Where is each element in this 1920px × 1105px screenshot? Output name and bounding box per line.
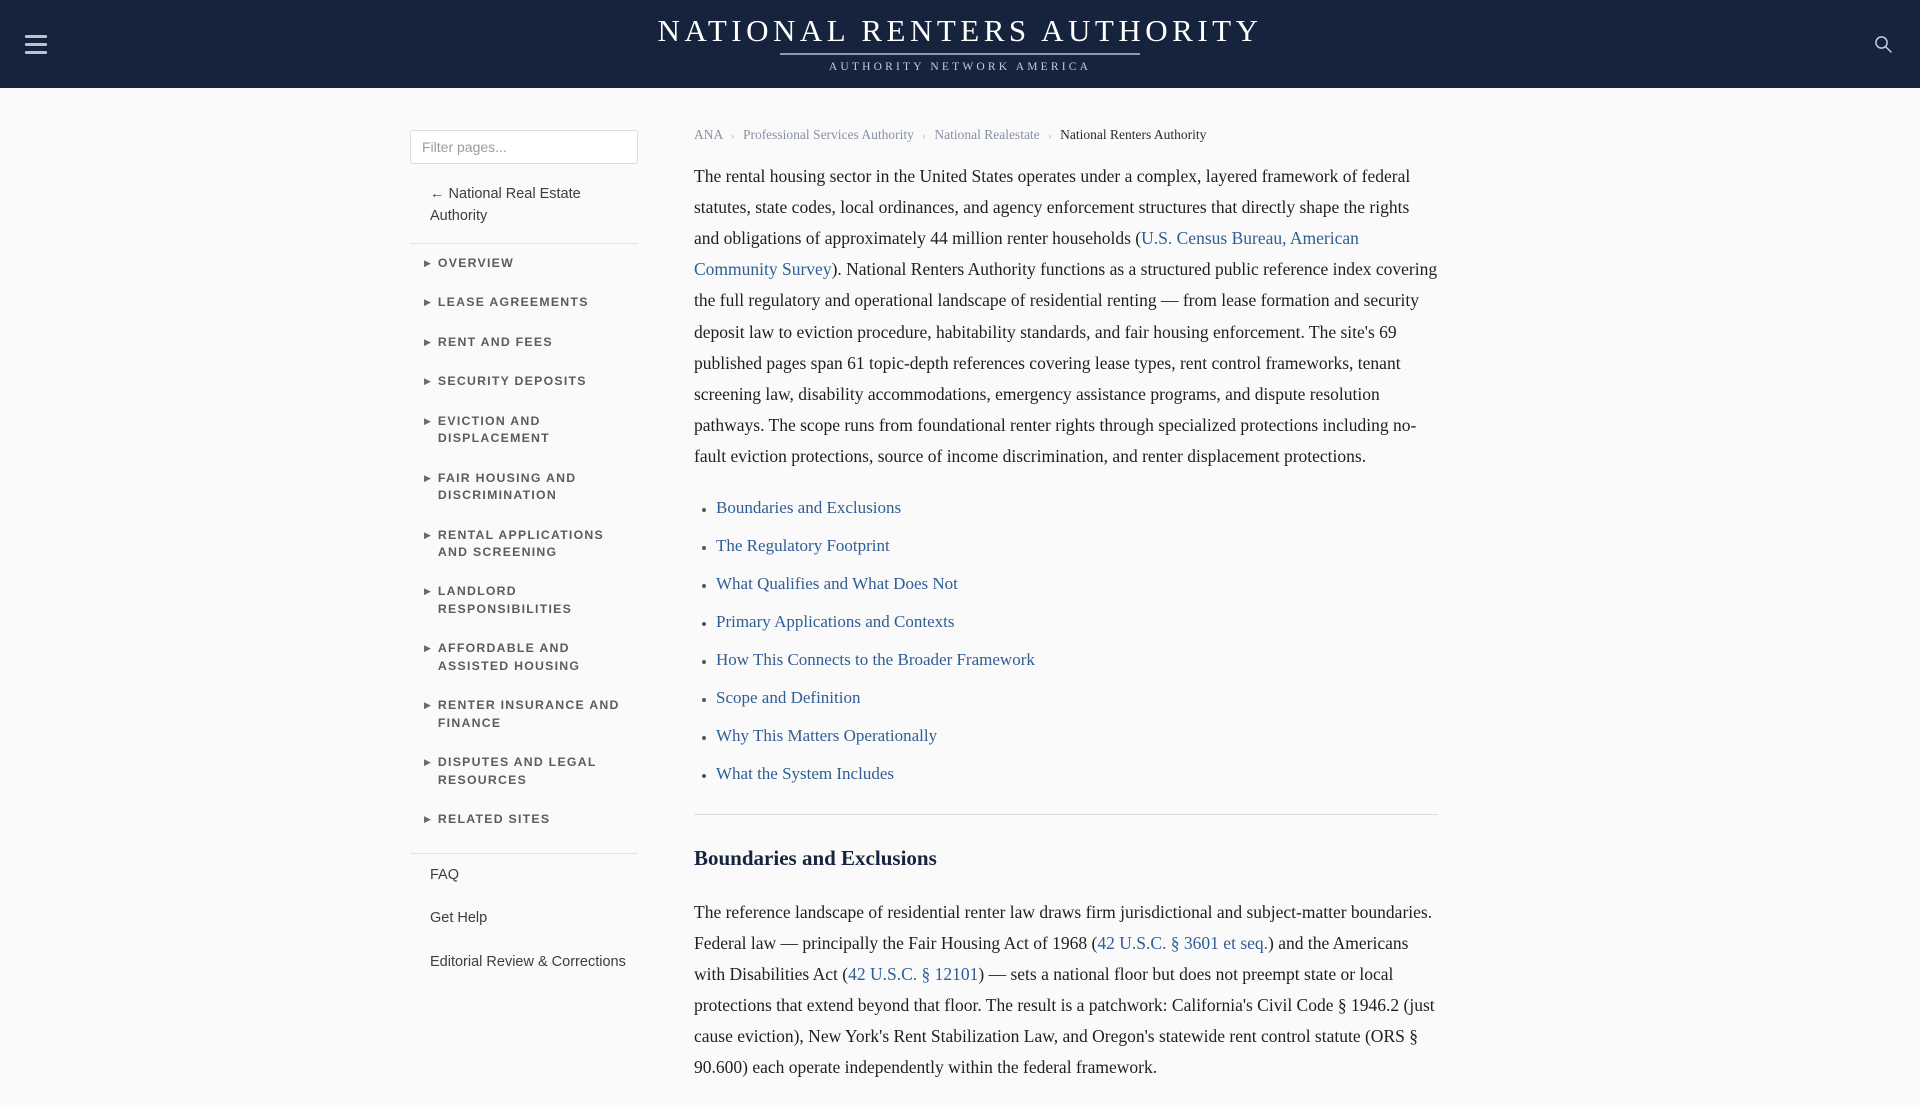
sidebar xyxy=(410,122,638,1105)
sidebar-back-link[interactable]: ← National Real Estate Authority xyxy=(430,186,581,225)
caret-right-icon: ▶ xyxy=(424,643,431,654)
sidebar-item-label: SECURITY DEPOSITS xyxy=(437,374,587,389)
sidebar-item-label: RENT AND FEES xyxy=(437,334,553,349)
sidebar-item-security-deposits[interactable] xyxy=(410,362,638,401)
breadcrumb-item-current: National Renters Authority xyxy=(1060,127,1207,142)
site-title: NATIONAL RENTERS AUTHORITY xyxy=(657,12,1263,48)
toc-link-what-qualifies-and-what-does-not[interactable]: What Qualifies and What Does Not xyxy=(716,574,958,594)
sidebar-item-rent-and-fees[interactable] xyxy=(410,323,638,362)
site-header xyxy=(0,0,1920,88)
toc-link-boundaries-and-exclusions[interactable]: Boundaries and Exclusions xyxy=(716,498,902,518)
caret-right-icon: ▶ xyxy=(424,257,431,268)
breadcrumb-item-professional-services-authority[interactable]: Professional Services Authority xyxy=(742,127,914,142)
intro-text-part-1: The rental housing sector in the United States operates under a complex, layered framework of federal statutes, state codes, local ordinances, and agency enforcement structures that directly shape the rights and obligations of approximately 44 million renter households ( xyxy=(694,165,1411,249)
breadcrumb-item-national-realestate[interactable]: National Realestate xyxy=(934,127,1040,142)
main-content xyxy=(694,122,1438,1105)
caret-right-icon: ▶ xyxy=(424,415,431,426)
caret-right-icon: ▶ xyxy=(424,814,431,825)
list-item xyxy=(716,574,1438,594)
sidebar-item-disputes-and-legal-resources[interactable] xyxy=(410,743,638,800)
toc-link-primary-applications-and-contexts[interactable]: Primary Applications and Contexts xyxy=(716,612,955,632)
sidebar-item-renter-insurance-and-finance[interactable] xyxy=(410,686,638,743)
hamburger-menu-icon[interactable] xyxy=(16,24,56,64)
sidebar-link-editorial-review[interactable]: Editorial Review & Corrections xyxy=(430,954,626,971)
list-item xyxy=(410,941,638,985)
sidebar-item-fair-housing-and-discrimination[interactable] xyxy=(410,459,638,516)
sidebar-item-label: LANDLORD RESPONSIBILITIES xyxy=(437,584,573,616)
caret-right-icon: ▶ xyxy=(424,472,431,483)
toc-link-what-the-system-includes[interactable]: What the System Includes xyxy=(716,764,894,784)
sidebar-item-affordable-and-assisted-housing[interactable] xyxy=(410,629,638,686)
sidebar-item-rental-applications-and-screening[interactable] xyxy=(410,516,638,573)
caret-right-icon: ▶ xyxy=(424,757,431,768)
sidebar-item-label: AFFORDABLE AND ASSISTED HOUSING xyxy=(437,641,581,673)
sidebar-item-overview[interactable] xyxy=(410,244,638,283)
brand-divider xyxy=(780,53,1140,55)
list-item xyxy=(716,612,1438,632)
census-bureau-link[interactable]: U.S. Census Bureau, American Community Survey xyxy=(694,228,1359,280)
list-item xyxy=(716,764,1438,784)
sidebar-item-label: DISPUTES AND LEGAL RESOURCES xyxy=(437,755,597,787)
section-heading-boundaries-and-exclusions: Boundaries and Exclusions xyxy=(694,846,937,871)
usc-12101-link[interactable]: 42 U.S.C. § 12101 xyxy=(848,963,979,984)
filter-pages-input[interactable] xyxy=(410,130,638,164)
section-text-part-2: ) and the Americans with Disabilities Act ( xyxy=(694,932,1409,984)
list-item xyxy=(716,536,1438,556)
sidebar-item-eviction-and-displacement[interactable] xyxy=(410,402,638,459)
section-text-part-1: The reference landscape of residential renter law draws firm jurisdictional and subject-matter boundaries. Federal law — principally the Fair Housing Act of 1968 ( xyxy=(694,901,1433,953)
sidebar-nav-list xyxy=(410,244,638,840)
search-icon[interactable] xyxy=(1866,27,1900,61)
breadcrumb-item-ana[interactable]: ANA xyxy=(694,127,723,142)
toc-link-why-this-matters-operationally[interactable]: Why This Matters Operationally xyxy=(716,726,938,746)
caret-right-icon: ▶ xyxy=(424,376,431,387)
section-paragraph-boundaries xyxy=(694,897,1438,1084)
list-item xyxy=(716,726,1438,746)
toc-link-the-regulatory-footprint[interactable]: The Regulatory Footprint xyxy=(716,536,890,556)
sidebar-link-faq[interactable]: FAQ xyxy=(430,866,460,883)
site-brand xyxy=(657,12,1263,74)
usc-3601-link[interactable]: 42 U.S.C. § 3601 et seq. xyxy=(1097,932,1269,953)
breadcrumb-separator-icon: › xyxy=(922,130,926,142)
section-text-part-3: ) — sets a national floor but does not preempt state or local protections that extend beyond that floor. The result is a patchwork: California's Civil Code § 1946.2 (just cause eviction), New York's Rent Stabilization Law, and Oregon's statewide rent control statute (ORS § 90.600) each operate independently within the federal framework. xyxy=(694,963,1435,1078)
list-item xyxy=(410,897,638,941)
sidebar-item-landlord-responsibilities[interactable] xyxy=(410,572,638,629)
breadcrumb-separator-icon: › xyxy=(730,130,735,142)
table-of-contents xyxy=(694,498,1438,784)
sidebar-item-label: EVICTION AND DISPLACEMENT xyxy=(437,413,550,446)
sidebar-footer-links xyxy=(410,854,638,985)
list-item xyxy=(410,854,638,898)
breadcrumb-separator-icon: › xyxy=(1048,130,1052,142)
intro-paragraph xyxy=(694,161,1438,472)
caret-right-icon: ▶ xyxy=(424,529,431,540)
hamburger-bar xyxy=(25,51,47,54)
sidebar-item-lease-agreements[interactable] xyxy=(410,283,638,322)
caret-right-icon: ▶ xyxy=(424,700,431,711)
toc-link-scope-and-definition[interactable]: Scope and Definition xyxy=(716,688,861,708)
section-divider xyxy=(694,814,1438,815)
sidebar-item-label: FAIR HOUSING AND DISCRIMINATION xyxy=(437,470,577,503)
page-body xyxy=(0,88,1920,1105)
hamburger-bar xyxy=(25,35,47,38)
breadcrumb xyxy=(694,126,1438,145)
caret-right-icon: ▶ xyxy=(424,297,431,308)
sidebar-item-label: LEASE AGREEMENTS xyxy=(437,295,589,310)
list-item xyxy=(716,498,1438,518)
intro-text-part-2: ). National Renters Authority functions as a structured public reference index covering the full regulatory and operational landscape of residential renting — from lease formation and security deposit law to eviction procedure, habitability standards, and fair housing enforcement. The site's 69 published pages span 61 topic-depth references covering lease types, rent control frameworks, tenant screening law, disability accommodations, emergency assistance programs, and dispute resolution pathways. The scope runs from foundational renter rights through specialized protections including no-fault eviction protections, source of income discrimination, and renter displacement protections. xyxy=(694,259,1438,467)
sidebar-item-label: RELATED SITES xyxy=(437,812,551,827)
caret-right-icon: ▶ xyxy=(424,336,431,347)
list-item xyxy=(716,650,1438,670)
sidebar-item-label: RENTAL APPLICATIONS AND SCREENING xyxy=(437,527,604,560)
sidebar-link-get-help[interactable]: Get Help xyxy=(430,910,488,927)
sidebar-item-label: OVERVIEW xyxy=(437,255,514,270)
hamburger-bar xyxy=(25,43,47,46)
sidebar-item-related-sites[interactable] xyxy=(410,800,638,839)
sidebar-item-label: RENTER INSURANCE AND FINANCE xyxy=(437,698,620,730)
site-subtitle: AUTHORITY NETWORK AMERICA xyxy=(828,60,1092,73)
toc-link-how-this-connects-to-the-broader-framework[interactable]: How This Connects to the Broader Framework xyxy=(716,650,1035,670)
list-item xyxy=(716,688,1438,708)
caret-right-icon: ▶ xyxy=(424,586,431,597)
